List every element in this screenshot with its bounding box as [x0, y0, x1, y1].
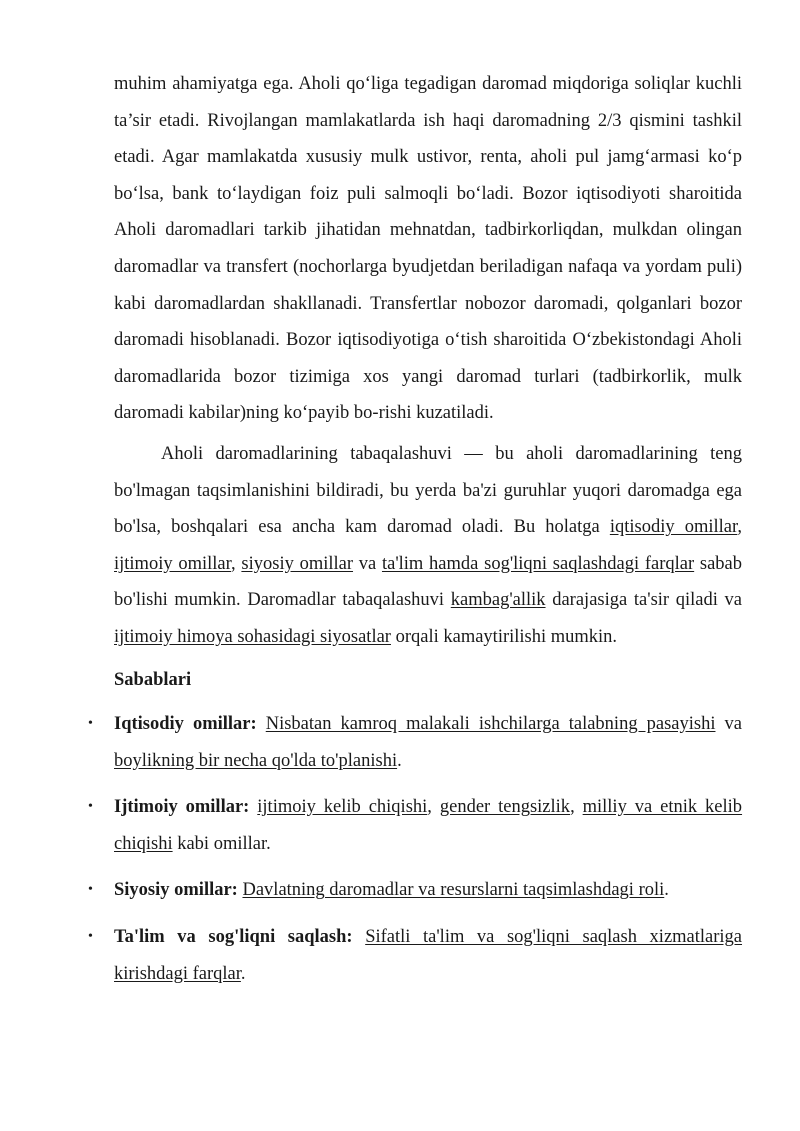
text-end: kabi omillar.	[172, 833, 271, 854]
item-label: Iqtisodiy omillar:	[114, 714, 257, 735]
text-segment: orqali kamaytirilishi mumkin.	[390, 626, 618, 647]
text-separator: ,	[427, 797, 440, 818]
text-segment: darajasiga ta'sir qiladi va	[545, 590, 743, 611]
link-economic-factors[interactable]: iqtisodiy omillar	[609, 517, 738, 538]
bullet-icon: •	[88, 929, 93, 945]
item-label: Siyosiy omillar:	[114, 880, 238, 901]
paragraph-income-stratification	[114, 436, 742, 656]
paragraph-income-sources: muhim ahamiyatga ega. Aholi qo‘liga tegadigan daromad miqdoriga soliqlar kuchli ta’sir etadi. Rivojlangan mamlakatlarda ish haqi daromadning 2/3 qismini tashkil etadi. Agar mamlakatda xususiy mulk ustivor, renta, aholi pul jamg‘armasi ko‘p bo‘lsa, bank to‘laydigan foiz puli salmoqli bo‘ladi. Bozor iqtisodiyoti sharoitida Aholi daromadlari tarkib jihatidan mehnatdan, tadbirkorliqdan, mulkdan olingan daromadlar va transfert (nochorlarga byudjetdan beriladigan nafaqa va yordam puli) kabi daromadlardan shakllanadi. Transfertlar nobozor daromadi, qolganlari bozor daromadi hisoblanadi. Bozor iqtisodiyotiga o‘tish sharoitida O‘zbekistondagi Aholi daromadlarida bozor tizimiga xos yangi daromad turlari (tadbirkorlik, mulk daromadi kabilar)ning ko‘payib bo-rishi kuzatiladi.	[114, 74, 742, 424]
document-page	[88, 66, 743, 992]
link-state-role[interactable]: Davlatning daromadlar va resurslarni taqsimlashdagi roli	[242, 880, 665, 901]
text-end: .	[664, 880, 669, 901]
link-education-health-differences[interactable]: ta'lim hamda sog'liqni saqlashdagi farqlar	[381, 553, 695, 574]
text-separator: ,	[231, 553, 242, 574]
link-social-origin[interactable]: ijtimoiy kelib chiqishi	[257, 797, 428, 818]
text-separator: va	[715, 714, 742, 735]
causes-list	[88, 706, 743, 992]
list-item-economic	[88, 706, 742, 779]
link-low-skill-demand[interactable]: Nisbatan kamroq malakali ishchilarga talabning pasayishi	[265, 714, 716, 735]
bullet-icon: •	[88, 716, 93, 732]
text-end: .	[240, 963, 246, 984]
text-separator: ,	[737, 517, 743, 538]
text-separator: va	[353, 553, 382, 574]
text-end: .	[397, 750, 402, 771]
bullet-icon: •	[88, 799, 93, 815]
list-item-social	[88, 789, 743, 862]
text-separator: ,	[570, 797, 583, 818]
link-access-differences[interactable]: Sifatli ta'lim va sog'liqni saqlash xizmatlariga kirishdagi farqlar	[114, 927, 743, 984]
link-gender-inequality[interactable]: gender tengsizlik	[439, 797, 571, 818]
section-heading: Sabablari	[114, 669, 192, 690]
item-label: Ijtimoiy omillar:	[114, 797, 250, 818]
link-political-factors[interactable]: siyosiy omillar	[241, 553, 354, 574]
link-social-factors[interactable]: ijtimoiy omillar	[114, 553, 232, 574]
link-poverty[interactable]: kambag'allik	[450, 590, 546, 611]
bullet-icon: •	[88, 882, 93, 898]
list-item-political	[88, 872, 742, 909]
link-national-ethnic-origin[interactable]: milliy va etnik kelib chiqishi	[114, 797, 743, 854]
list-item-education-health	[88, 919, 743, 992]
link-social-protection-policies[interactable]: ijtimoiy himoya sohasidagi siyosatlar	[114, 626, 391, 647]
text-segment: sabab bo'lishi mumkin. Daromadlar tabaqalashuvi	[114, 553, 743, 611]
link-wealth-concentration[interactable]: boylikning bir necha qo'lda to'planishi	[114, 750, 398, 771]
item-label: Ta'lim va sog'liqni saqlash:	[114, 927, 353, 948]
text-segment: Aholi daromadlarining tabaqalashuvi — bu aholi daromadlarining teng bo'lmagan taqsimlanishini bildiradi, bu yerda ba'zi guruhlar yuqori daromadga ega bo'lsa, boshqalari esa ancha kam daromad oladi. Bu holatga	[114, 443, 742, 538]
